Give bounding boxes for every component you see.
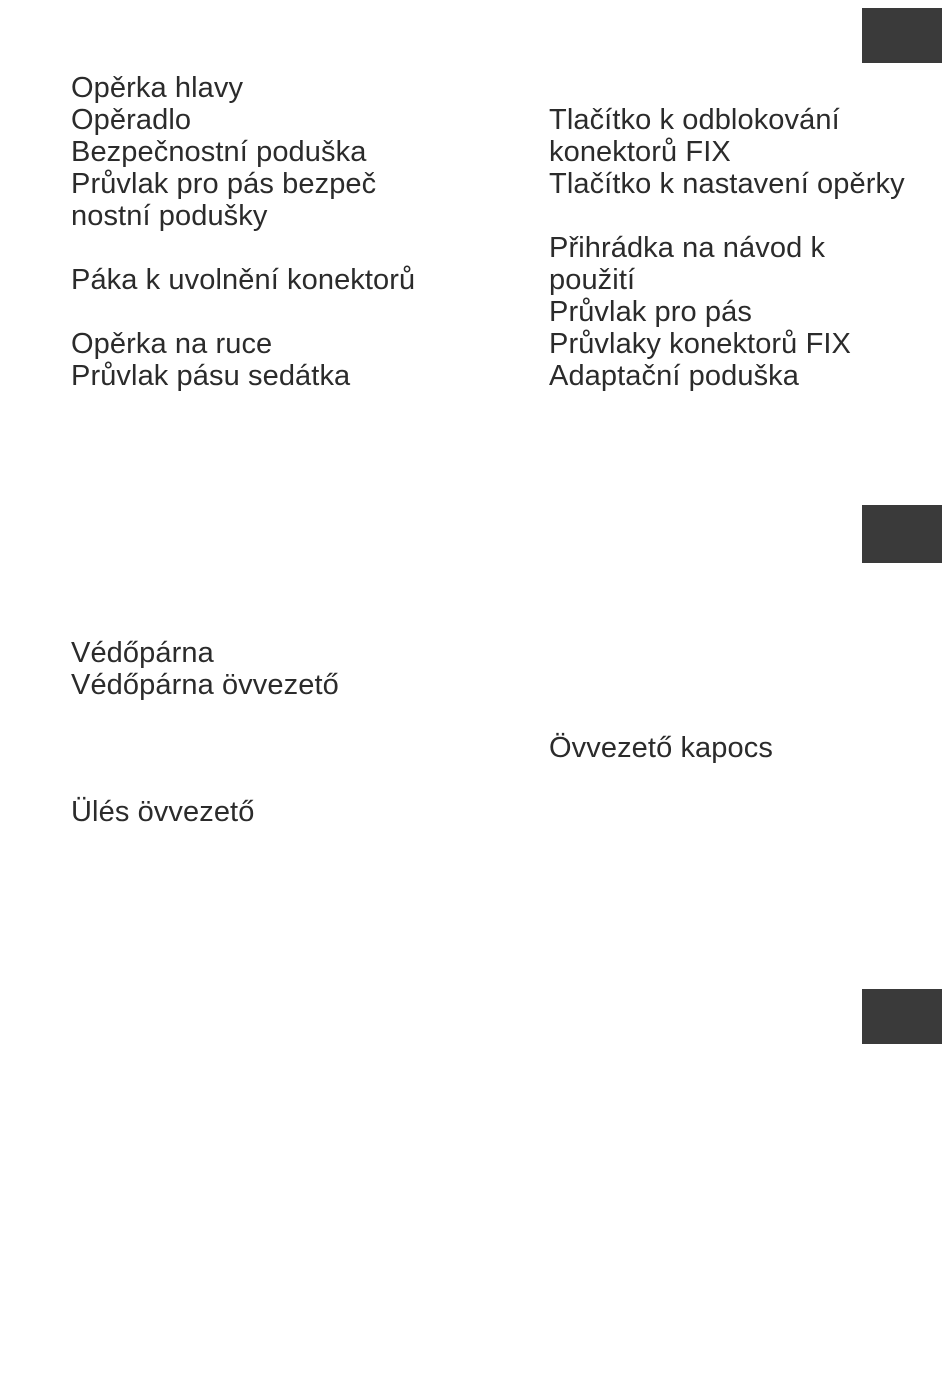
section-tab-marker xyxy=(862,8,942,63)
parts-list-item: nostní podušky xyxy=(71,200,268,232)
parts-list-item: Průvlak pro pás bezpeč xyxy=(71,168,377,200)
parts-list-item: Páka k uvolnění konektorů xyxy=(71,264,416,296)
section-tab-marker xyxy=(862,505,942,563)
parts-list-item: použití xyxy=(549,264,636,296)
section-tab-marker xyxy=(862,989,942,1044)
parts-list-item: Opěradlo xyxy=(71,104,192,136)
parts-list-item: konektorů FIX xyxy=(549,136,731,168)
parts-list-item: Přihrádka na návod k xyxy=(549,232,826,264)
parts-list-item: Průvlak pásu sedátka xyxy=(71,360,351,392)
parts-list-item: Tlačítko k nastavení opěrky xyxy=(549,168,905,200)
parts-list-item: Průvlak pro pás xyxy=(549,296,752,328)
parts-list-item: Tlačítko k odblokování xyxy=(549,104,840,136)
parts-list-item: Opěrka hlavy xyxy=(71,72,244,104)
parts-list-item: Průvlaky konektorů FIX xyxy=(549,328,851,360)
parts-list-item: Védőpárna övvezető xyxy=(71,669,339,701)
parts-list-item: Övvezető kapocs xyxy=(549,732,773,764)
parts-list-item: Bezpečnostní poduška xyxy=(71,136,367,168)
parts-list-item: Védőpárna xyxy=(71,637,214,669)
parts-list-item: Adaptační poduška xyxy=(549,360,799,392)
parts-list-item: Ülés övvezető xyxy=(71,796,255,828)
parts-list-item: Opěrka na ruce xyxy=(71,328,273,360)
